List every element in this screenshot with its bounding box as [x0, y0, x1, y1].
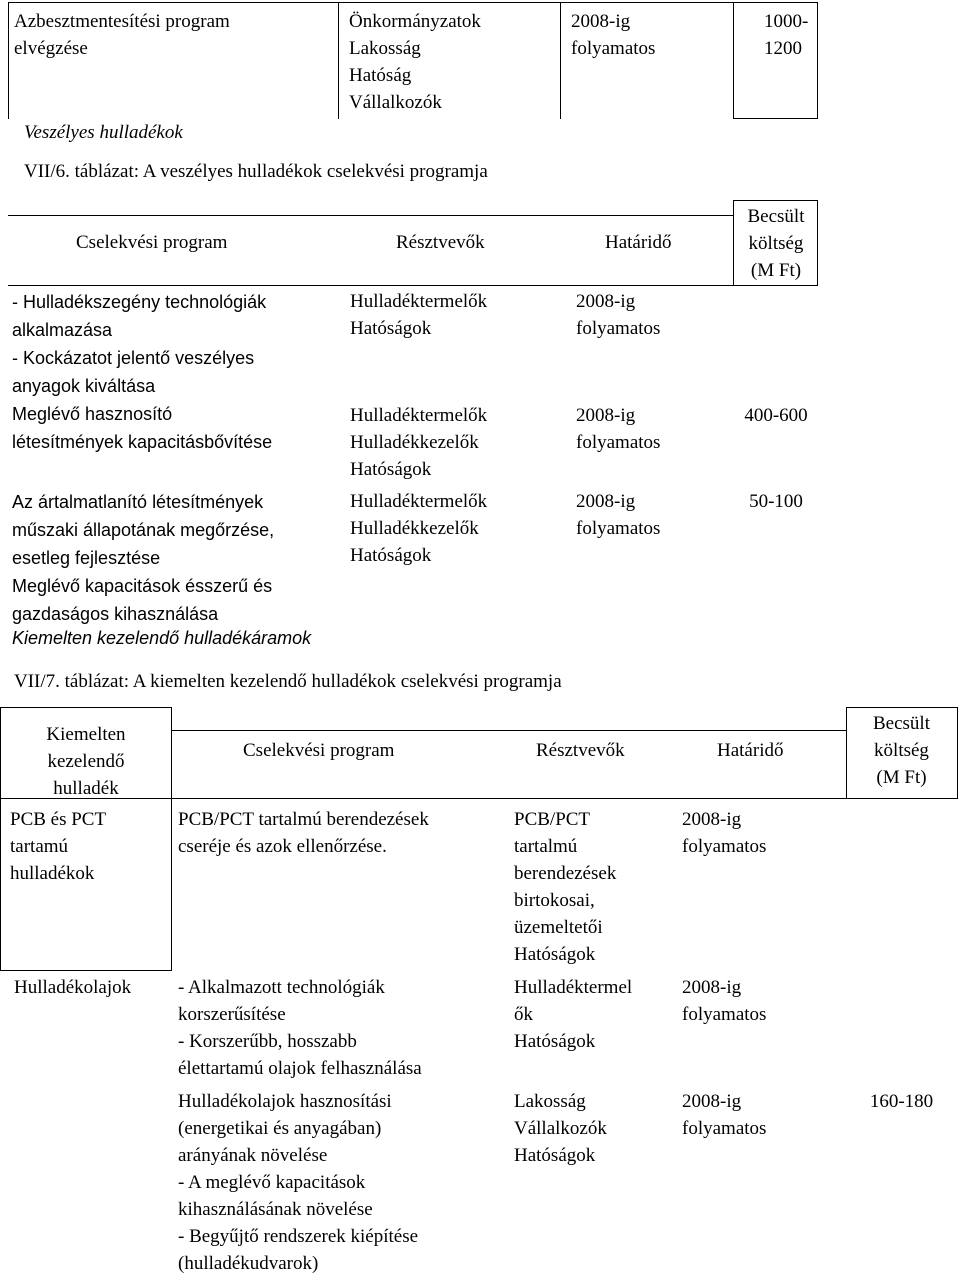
top-program: Azbesztmentesítési program elvégzése: [14, 11, 230, 59]
top-deadline: 2008-ig folyamatos: [571, 11, 656, 59]
vii7-row-3-deadline: 2008-ig folyamatos: [682, 1091, 767, 1139]
section-heading-priority: Kiemelten kezelendő hulladékáramok: [12, 628, 312, 648]
vii6-row-1-deadline: 2008-ig folyamatos: [576, 291, 661, 339]
top-cost: 1000- 1200: [764, 11, 809, 59]
vii7-header-deadline: Határidő: [717, 740, 784, 761]
vii7-row-2-deadline: 2008-ig folyamatos: [682, 977, 767, 1025]
vii7-row-1-participants: PCB/PCT tartalmú berendezések birtokosai, üzemeltetői Hatóságok: [514, 809, 617, 965]
vii6-row-2-program: Meglévő hasznosító létesítmények kapacitásbővítése: [12, 404, 273, 452]
vii6-header-deadline: Határidő: [605, 232, 672, 253]
vii6-header-cost: Becsült költség (M Ft): [747, 206, 805, 281]
vii6-row-3-cost: 50-100: [749, 491, 803, 512]
table-caption-vii7: VII/7. táblázat: A kiemelten kezelendő hulladékok cselekvési programja: [14, 671, 562, 692]
vii7-row-1-waste: PCB és PCT tartamú hulladékok: [10, 809, 107, 884]
vii7-header-program: Cselekvési program: [243, 740, 395, 761]
vii7-row-2-program: - Alkalmazott technológiák korszerűsítése - Korszerűbb, hosszabb élettartamú olajok felhasználása: [178, 977, 422, 1079]
vii7-row-2-waste: Hulladékolajok: [14, 977, 132, 998]
vii6-row-2-cost: 400-600: [744, 405, 808, 426]
vii6-row-3-deadline: 2008-ig folyamatos: [576, 491, 661, 539]
vii6-row-3-participants: Hulladéktermelők Hulladékkezelők Hatóságok: [350, 491, 488, 566]
vii6-row-1-participants: Hulladéktermelők Hatóságok: [350, 291, 488, 339]
vii6-row-3-program: Az ártalmatlanító létesítmények műszaki állapotának megőrzése, esetleg fejlesztése Meglévő kapacitások ésszerű és gazdaságos kihasználása: [12, 492, 275, 624]
vii7-header-participants: Résztvevők: [536, 740, 625, 761]
vii6-row-2-participants: Hulladéktermelők Hulladékkezelők Hatóságok: [350, 405, 488, 480]
vii7-row-2-participants: Hulladéktermel ők Hatóságok: [514, 977, 633, 1052]
vii7-row-3-cost: 160-180: [869, 1091, 934, 1112]
vii7-row-3-program: Hulladékolajok hasznosítási (energetikai és anyagában) arányának növelése - A meglévő kapacitások kihasználásának növelése - Begyűjtő rendszerek kiépítése (hulladékudvarok): [178, 1091, 419, 1274]
vii7-row-1-deadline: 2008-ig folyamatos: [682, 809, 767, 857]
vii7-row-3-participants: Lakosság Vállalkozók Hatóságok: [514, 1091, 607, 1166]
vii6-header-participants: Résztvevők: [396, 232, 485, 253]
vii6-row-1-program: - Hulladékszegény technológiák alkalmazása - Kockázatot jelentő veszélyes anyagok kiváltása: [12, 292, 267, 396]
top-participants: Önkormányzatok Lakosság Hatóság Vállalkozók: [349, 11, 481, 113]
vii7-row-1-program: PCB/PCT tartalmú berendezések cseréje és azok ellenőrzése.: [178, 809, 429, 857]
table-caption-vii6: VII/6. táblázat: A veszélyes hulladékok cselekvési programja: [24, 161, 488, 182]
vii6-header-program: Cselekvési program: [76, 232, 228, 253]
vii7-header-cost: Becsült költség (M Ft): [873, 713, 930, 788]
vii6-row-2-deadline: 2008-ig folyamatos: [576, 405, 661, 453]
section-heading-hazardous: Veszélyes hulladékok: [24, 122, 183, 143]
vii7-header-waste: Kiemelten kezelendő hulladék: [46, 724, 126, 799]
